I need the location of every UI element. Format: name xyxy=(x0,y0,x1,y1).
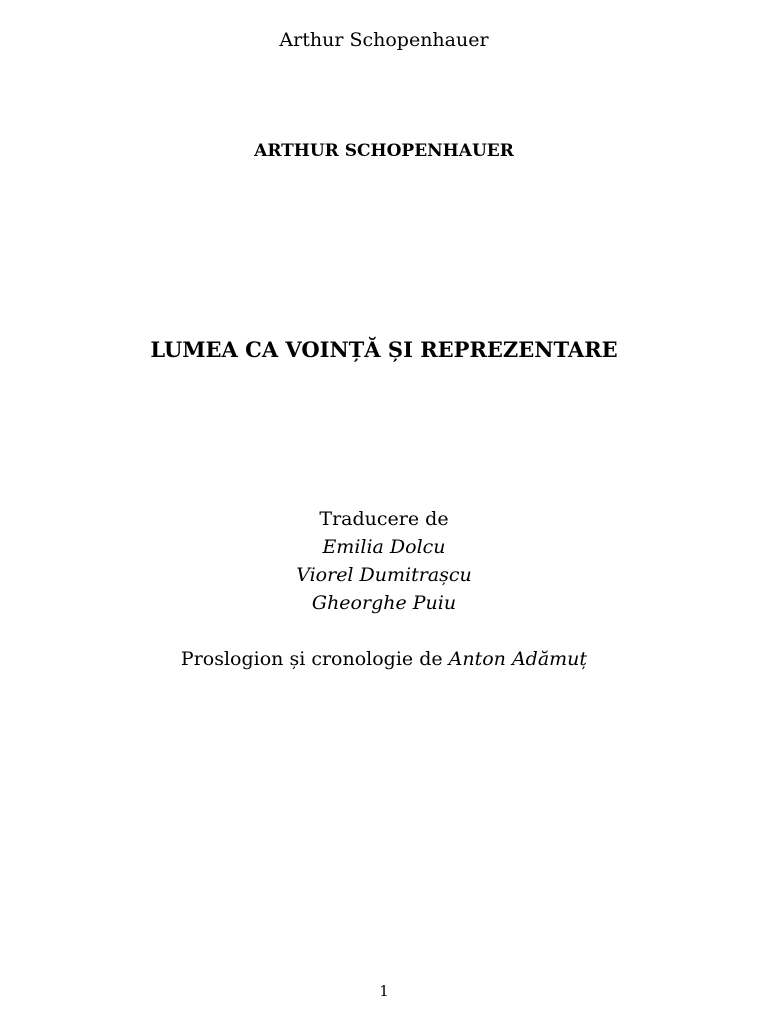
translator-name: Viorel Dumitrașcu xyxy=(296,564,472,586)
author-name: ARTHUR SCHOPENHAUER xyxy=(254,141,514,161)
book-title: LUMEA CA VOINȚĂ ȘI REPREZENTARE xyxy=(150,337,618,362)
translation-credits xyxy=(0,505,768,617)
translator-name: Gheorghe Puiu xyxy=(311,592,457,614)
running-header: Arthur Schopenhauer xyxy=(279,29,489,51)
proslogion-credit xyxy=(0,645,768,673)
translation-label: Traducere de xyxy=(319,508,449,530)
proslogion-author: Anton Adămuț xyxy=(448,648,588,670)
page-number: 1 xyxy=(379,982,389,1000)
proslogion-text: Proslogion și cronologie de xyxy=(180,648,449,670)
translator-name: Emilia Dolcu xyxy=(322,536,446,558)
